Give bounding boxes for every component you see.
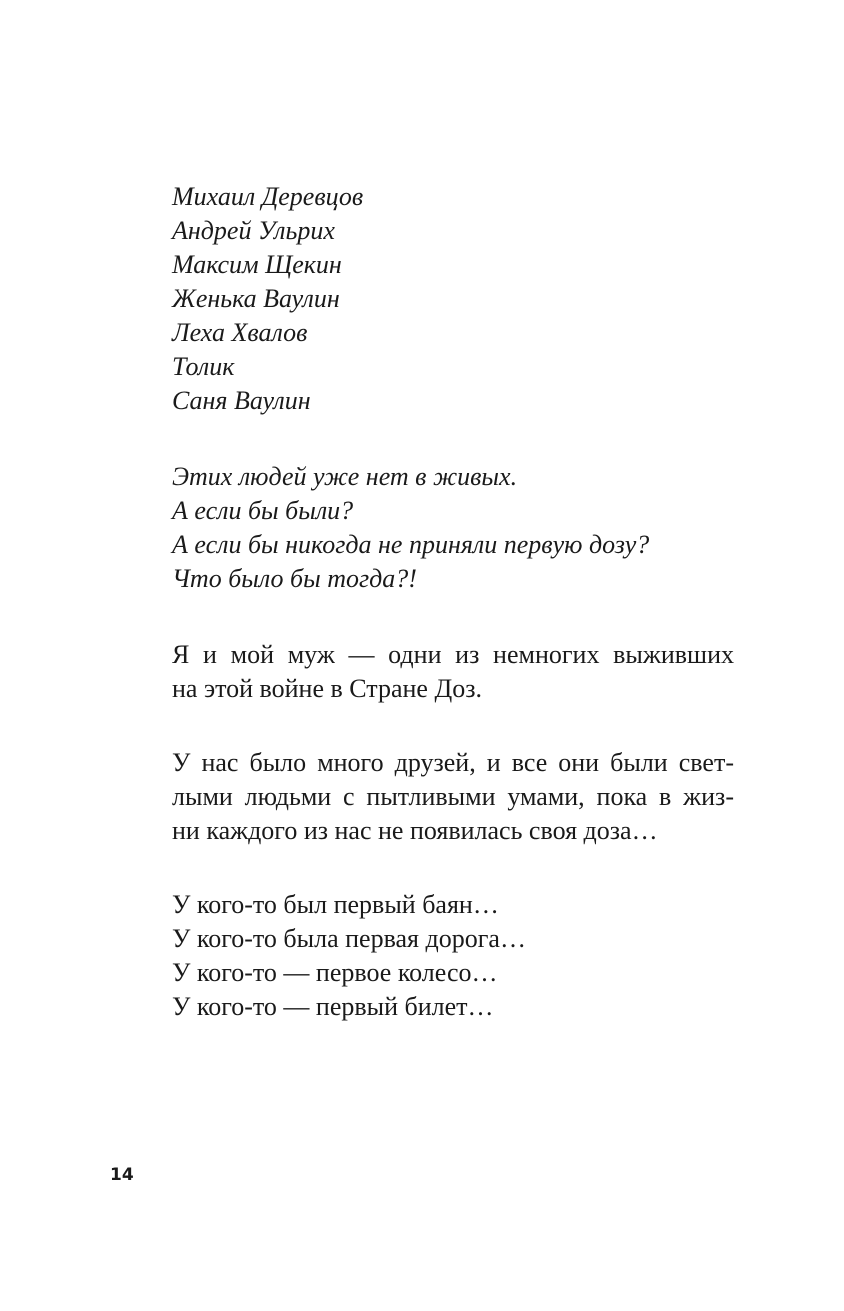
name-line: Толик	[172, 352, 235, 381]
page-number: 14	[110, 1165, 134, 1185]
names-list	[172, 180, 734, 418]
verse-line: А если бы никогда не приняли первую дозу?	[172, 530, 650, 559]
verse-line: А если бы были?	[172, 496, 354, 525]
italic-verse	[172, 460, 734, 596]
paragraph-line: У нас было много друзей, и все они были свет-	[172, 748, 734, 777]
paragraph-line: У кого-то был первый баян…	[172, 890, 499, 919]
paragraph-line: У кого-то — первое колесо…	[172, 958, 498, 987]
paragraph-line: на этой войне в Стране Доз.	[172, 674, 482, 703]
paragraph-line: У кого-то — первый билет…	[172, 992, 494, 1021]
verse-line: Этих людей уже нет в живых.	[172, 462, 518, 491]
paragraph-first-dose	[172, 888, 734, 1024]
paragraph-friends	[172, 746, 734, 848]
name-line: Андрей Ульрих	[172, 216, 335, 245]
paragraph-survivors	[172, 638, 734, 706]
name-line: Женька Ваулин	[172, 284, 340, 313]
paragraph-line: ни каждого из нас не появилась своя доза…	[172, 816, 658, 845]
name-line: Михаил Деревцов	[172, 182, 364, 211]
paragraph-line: Я и мой муж — одни из немногих выживших	[172, 640, 734, 669]
paragraph-line: лыми людьми с пытливыми умами, пока в жиз-	[172, 782, 734, 811]
name-line: Леха Хвалов	[172, 318, 308, 347]
name-line: Максим Щекин	[172, 250, 342, 279]
name-line: Саня Ваулин	[172, 386, 311, 415]
verse-line: Что было бы тогда?!	[172, 564, 417, 593]
paragraph-line: У кого-то была первая дорога…	[172, 924, 526, 953]
